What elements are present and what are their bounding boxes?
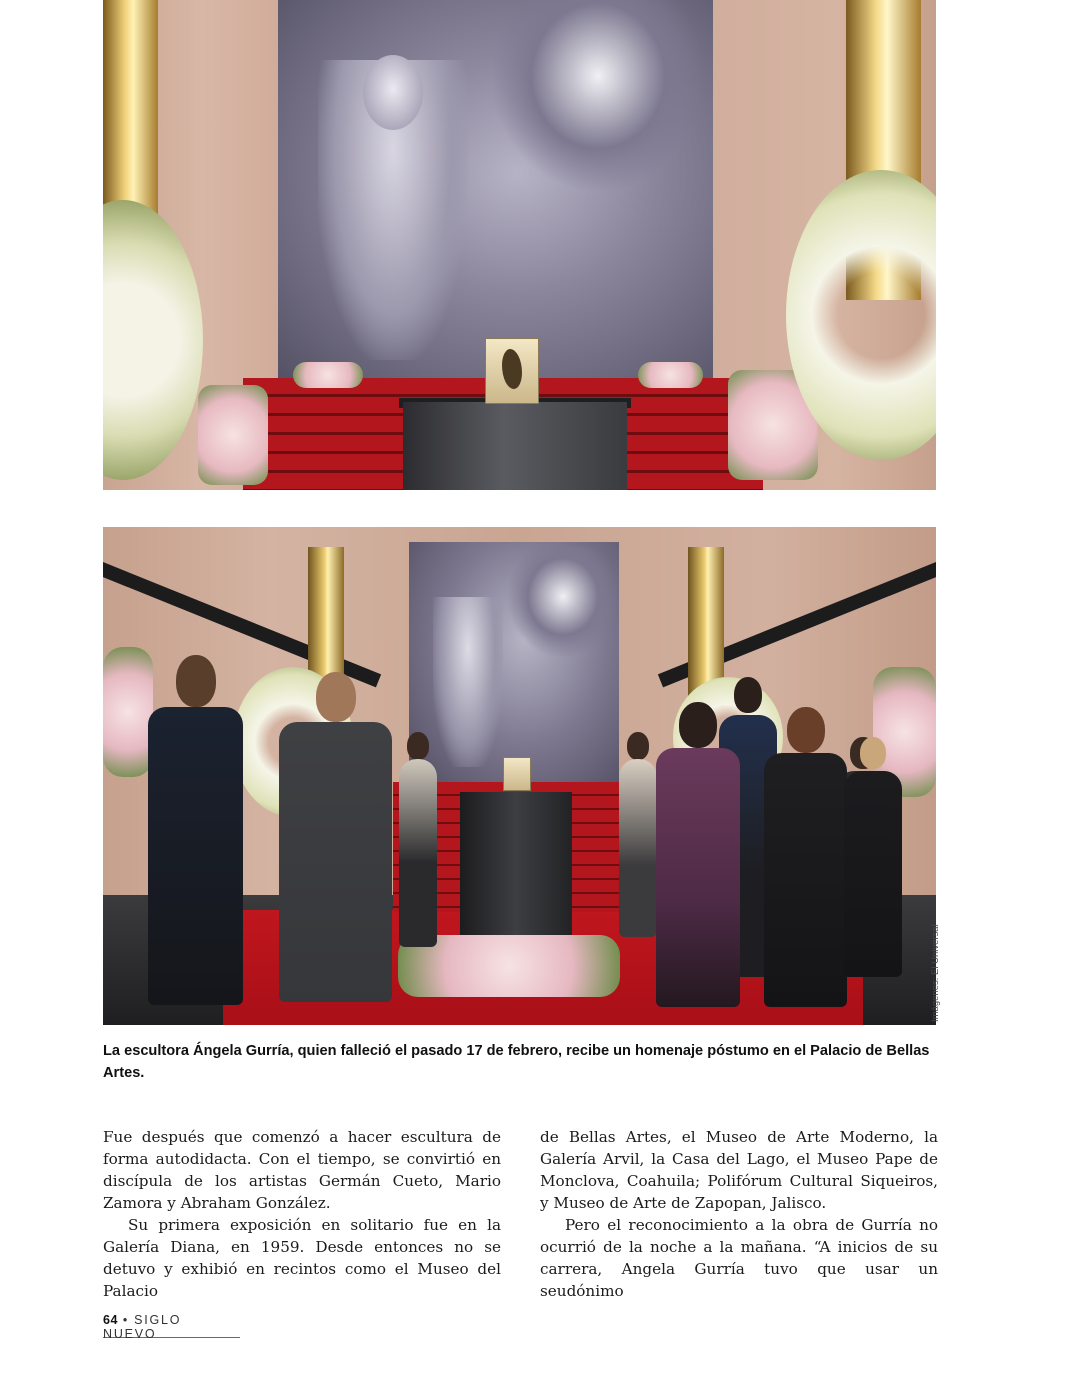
flower-arrangement xyxy=(198,385,268,485)
paragraph: Fue después que comenzó a hacer escultura de forma autodidacta. Con el tiempo, se convirtió en discípula de los artistas Germán Cueto, Mario Zamora y Abraham González. xyxy=(103,1128,501,1212)
paragraph: Su primera exposición en solitario fue en la Galería Diana, en 1959. Desde entonces no se detuvo y exhibió en recintos como el Museo del Palacio xyxy=(103,1216,501,1300)
publication-name: SIGLO NUEVO xyxy=(103,1313,182,1341)
attendee xyxy=(838,737,908,977)
attendee xyxy=(273,672,398,1002)
sculpture-trophy xyxy=(485,338,539,404)
top-photo xyxy=(103,0,936,490)
flower-arrangement xyxy=(293,362,363,388)
bottom-photo xyxy=(103,527,936,1025)
backdrop-plant xyxy=(493,0,703,190)
left-wreath xyxy=(103,200,203,480)
attendee xyxy=(138,655,253,1005)
portrait-figure xyxy=(433,597,503,767)
body-column-1 xyxy=(103,1126,501,1302)
paragraph: de Bellas Artes, el Museo de Arte Moderno, la Galería Arvil, la Casa del Lago, el Museo Pape de Monclova, Coahuila; Polifórum Cultural Siqueiros, y Museo de Arte de Zapopan, Jalisco. xyxy=(540,1128,938,1212)
photo-caption: La escultora Ángela Gurría, quien falleció el pasado 17 de febrero, recibe un homenaje póstumo en el Palacio de Bellas Artes. xyxy=(103,1043,930,1081)
flower-arrangement xyxy=(638,362,703,388)
body-column-2 xyxy=(540,1126,938,1302)
pedestal xyxy=(460,792,572,958)
paragraph: Pero el reconocimiento a la obra de Gurría no ocurrió de la noche a la mañana. “A inicios de su carrera, Angela Gurría tuvo que usar un seudónimo xyxy=(540,1216,938,1300)
portrait-head xyxy=(363,55,423,130)
photo-credit xyxy=(930,922,950,1024)
pedestal xyxy=(403,402,627,490)
attendee xyxy=(393,732,443,947)
photo-credit-text: Imágenes: El Universal xyxy=(930,924,941,1022)
footer-separator: • xyxy=(122,1313,130,1327)
page-number: 64 xyxy=(103,1313,118,1327)
page-footer xyxy=(103,1313,240,1341)
backdrop-plant xyxy=(508,547,618,657)
attendee xyxy=(648,702,748,1007)
sculpture-trophy xyxy=(503,757,531,791)
